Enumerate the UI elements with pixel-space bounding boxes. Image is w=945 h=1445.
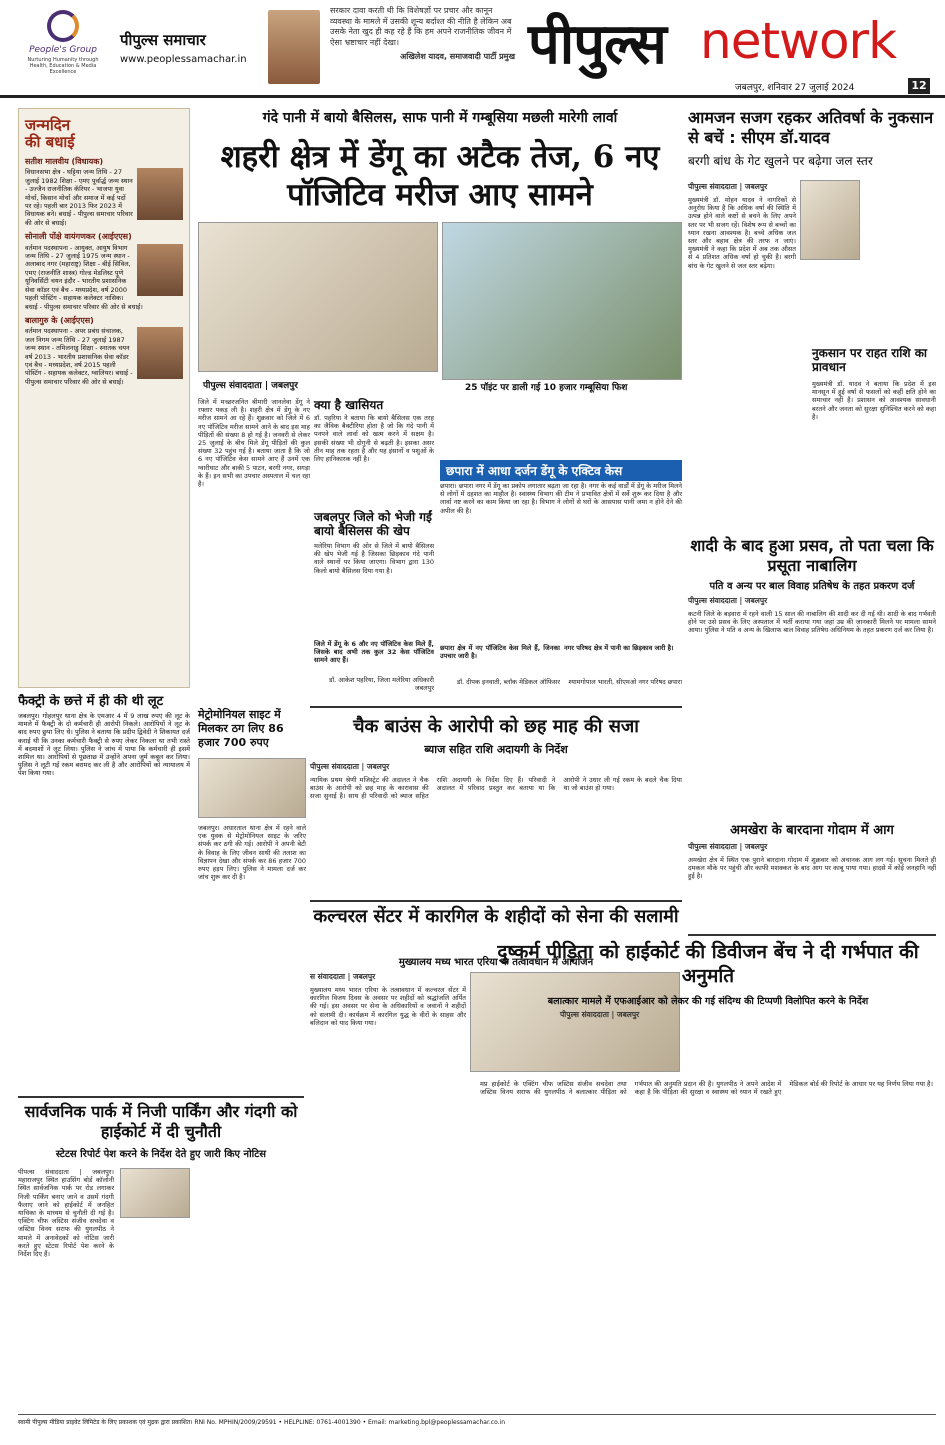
lead-quote-1-by: डॉ. आकेश पहरिया, जिला मलेरिया अधिकारी जबलपुर <box>329 676 434 693</box>
phone-photo <box>198 758 306 818</box>
lead-subhead-b-body: मलेरिया विभाग की ओर से जिले में बायो बैसिलस की खेप भेजी गई है जिसका छिड़काव गंदे पानी वाले स्थानों पर किया जाएगा। विभाग द्वारा 130 किलो बायो बैसिलस दिया गया है। <box>314 542 434 575</box>
cm-photo <box>800 180 860 260</box>
group-tagline: Nurturing Humanity through Health, Education & Media Excellence <box>27 57 99 75</box>
divider <box>18 1096 304 1098</box>
brand-title: पीपुल्स <box>528 11 666 77</box>
cm-story-subhead-2: नुकसान पर राहत राशि का प्रावधान <box>812 346 928 374</box>
cm-story-sub2-body: मुख्यमंत्री डॉ. यादव ने बताया कि प्रदेश में इस मानसून में हुई वर्षा से फसलों को कहीं क्षति होने का समाचार नहीं है। प्रशासन को आवश्यक सावधानी बरतने और जनता को सुरक्षा सुनिश्चित करने को कहा है। <box>812 380 936 421</box>
lead-quote-2: छपारा क्षेत्र में नए पॉजिटिव केस मिले हैं, जिनका उपचार जारी है। <box>440 644 560 661</box>
edition-date: जबलपुर, शनिवार 27 जुलाई 2024 <box>735 83 855 93</box>
kargil-headline: कल्चरल सेंटर में कारगिल के शहीदों को सेना की सलामी <box>313 906 679 927</box>
cheque-body: न्यायिक प्रथम श्रेणी मजिस्ट्रेट की अदालत ने चैक बाउंस के आरोपी को छह माह के कारावास की सजा सुनाई है। साथ ही परिवादी को ब्याज सहित राशि अदायगी के निर्देश दिए हैं। परिवादी ने अदालत में परिवाद प्रस्तुत कर बताया था कि आरोपी ने उधार ली गई रकम के बदले चैक दिया था जो बाउंस हो गया। <box>310 776 682 801</box>
park-headline: सार्वजनिक पार्क में निजी पार्किंग और गंदगी को हाईकोर्ट में दी चुनौती <box>24 1102 298 1141</box>
birthday-person <box>19 314 189 389</box>
lead-subhead-a-body: डॉ. पहरिया ने बताया कि बायो बैसिलस एक तरह का जैविक बैक्टीरिया होता है जो कि गंदे पानी में पनपने वाले लार्वा को खत्म करने में सक्षम है। इसकी संख्या भी दोगुनी से बढ़ती है। इसका असर तीन माह तक रहता है और यह इंसानों व पशुओं के लिए हानिकारक नहीं है। <box>314 414 434 464</box>
quote-author-photo <box>268 10 320 84</box>
quote-text: सरकार दावा करती थी कि विशेषज्ञों पर प्रचार और कानून व्यवस्था के मामले में उसकी शून्य बर्दाश्त की नीति है लेकिन अब उसके नेता खुद ही कह रहे हैं कि हम अपने राजनीतिक जीवन में ऐसा भ्रष्टाचार नहीं देखा। <box>330 6 512 47</box>
park-subhead: स्टेटस रिपोर्ट पेश करने के निर्देश देते हुए जारी किए नोटिस <box>55 1149 267 1160</box>
divider <box>688 934 936 936</box>
masthead-quote <box>330 6 515 63</box>
lead-subhead-a: क्या है खासियत <box>314 398 384 412</box>
person-details: विधानसभा क्षेत्र - घट्टिया जन्म तिथि - 27 जुलाई 1982 शिक्षा - एमए पूर्वार्द्ध जन्म स्थान - उज्जैन राजनीतिक कॅरियर - भाजपा युवा मोर्चा, किसान मोर्चा और समाज में कई पदों पर रहे। पहली बार 2013 फिर 2023 में विधायक बने। बधाई - पीपुल्स समाचार परिवार की ओर से बधाई। <box>25 168 133 227</box>
person-name: सतीश मालवीय (विधायक) <box>25 157 104 166</box>
kargil-subhead: मुख्यालय मध्य भारत एरिया के तत्वावधान में आयोजन <box>398 957 594 968</box>
matrimonial-headline: मेट्रोमोनियल साइट में मिलकर ठग लिए 86 हजार 700 रुपए <box>198 708 284 749</box>
story-headline: फैक्ट्री के छत्ते में ही की थी लूट <box>18 694 164 709</box>
person-name: बालागुरु के (आईएएस) <box>25 315 94 325</box>
lead-photo-caption: 25 पॉइंट पर डाली गई 10 हजार गम्बूसिया फिश <box>462 380 680 393</box>
chhapara-box-body: छपारा। छपारा नगर में डेंगू का प्रकोप लगातार बढ़ता जा रहा है। नगर के कई वार्डों में डेंगू के मरीज मिलने से लोगों में दहशत का माहौल है। स्वास्थ्य विभाग की टीम ने प्रभावित क्षेत्रों में सर्वे शुरू कर दिया है और लार्वा नष्ट करने का काम किया जा रहा है। विभाग ने लोगों से घरों के आसपास पानी जमा न होने देने की अपील की है। <box>440 482 682 515</box>
factory-loot-story <box>18 694 190 1094</box>
person-name: सोनाली पोंक्षे वायंगणकर (आईएएस) <box>25 232 132 242</box>
lead-byline: पीपुल्स संवाददाता | जबलपुर <box>200 378 436 391</box>
lead-quote-1: जिले में डेंगू के 6 और नए पॉजिटिव केस मिले हैं, जिसके बाद अभी तक कुल 32 केस पॉजिटिव सामने आए हैं। <box>314 640 434 665</box>
lead-subhead-b: जबलपुर जिले को भेजी गईं बायो बैसिलस की खेप <box>314 510 432 538</box>
birthday-person <box>19 230 189 314</box>
lead-quote-3-by: श्यामगोपाल भारती, सीएमओ नगर परिषद छपारा <box>568 678 682 686</box>
samachar-name: पीपुल्स समाचार <box>120 31 206 49</box>
divider <box>310 706 682 708</box>
lead-photo-fish <box>442 222 682 380</box>
page-number: 12 <box>908 78 930 94</box>
matrimonial-body: जबलपुर। अधारताल थाना क्षेत्र में रहने वाले एक युवक से मेट्रोमोनियल साइट के जरिए संपर्क कर ठगी की गई। आरोपी ने अपनी बेटी के विवाह के लिए जीवन साथी की तलाश का विज्ञापन देखा और संपर्क कर 86 हजार 700 रुपए हड़प लिए। पुलिस ने मामला दर्ज कर जांच शुरू कर दी है। <box>198 824 306 882</box>
hc-body: मप्र हाईकोर्ट के एक्टिंग चीफ जस्टिस संजीव सचदेवा तथा जस्टिस विनय सराफ की युगलपीठ ने बलात्कार पीड़िता को गर्भपात की अनुमति प्रदान की है। युगलपीठ ने अपने आदेश में कहा है कि पीड़िता की सुरक्षा व स्वास्थ्य को ध्यान में रखते हुए मेडिकल बोर्ड की रिपोर्ट के आधार पर यह निर्णय लिया गया है। <box>480 1080 933 1097</box>
birthday-title-line1: जन्मदिन <box>25 116 71 134</box>
lead-quote-2-by: डॉ. दीपक इनवाती, ब्लॉक मेडिकल ऑफिसर <box>456 678 560 686</box>
birthday-title <box>19 109 189 155</box>
lead-quote-3: नगर परिषद क्षेत्र में पानी का छिड़काव जारी है। <box>564 644 674 652</box>
samachar-web[interactable]: www.peoplessamachar.in <box>120 54 247 65</box>
hc-headline: दुष्कर्म पीड़िता को हाईकोर्ट की डिवीजन बेंच ने दी गर्भपात की अनुमति <box>497 941 919 987</box>
child-marriage-body: कटनी जिले के बड़वारा में रहने वाली 15 साल की नाबालिग की शादी कर दी गई थी। शादी के बाद गर्भवती होने पर उसे प्रसव के लिए अस्पताल में भर्ती कराया गया जहां उम्र की जानकारी मिलने पर मामला सामने आया। पुलिस ने पति व अन्य के खिलाफ बाल विवाह प्रतिषेध अधिनियम के तहत प्रकरण दर्ज कर लिया है। <box>688 610 936 635</box>
person-photo <box>137 327 183 379</box>
masthead <box>0 0 945 98</box>
lead-body: जिले में मच्छरजनित बीमारी जानलेवा डेंगू ने रफ्तार पकड़ ली है। शहरी क्षेत्र में डेंगू के नए मरीज सामने आ रहे हैं। शुक्रवार को जिले में 6 नए पॉजिटिव मरीज सामने आने के बाद इस माह पीड़ितों की संख्या 8 हो गई है। जनवरी से लेकर 25 जुलाई के बीच मिले डेंगू पीड़ितों की कुल संख्या 32 पहुंच गई है। बताया जाता है कि जो 6 नए पॉजिटिव केस सामने आए हैं उनमें एक ग्वारीघाट और बाकी 5 पाटन, बरगी नगर, सगड़ा के हैं। इन सभी का उपचार अस्पताल में चल रहा है। <box>198 398 310 489</box>
birthday-column <box>18 108 190 688</box>
group-logo-icon <box>47 10 79 42</box>
gavel-photo <box>120 1168 190 1218</box>
story-body: जबलपुर। गोहलपुर थाना क्षेत्र के एमआर 4 में 9 लाख रुपए की लूट के मामले में फैक्ट्री के दो कर्मचारी ही आरोपी निकले। आरोपियों ने लूट के बाद रुपए छुपा लिए थे। पुलिस ने बताया कि प्रदीप द्विवेदी ने शिकायत दर्ज कराई थी कि उनका कर्मचारी फैक्ट्री से रुपए लेकर निकला था तभी रास्ते में बदमाशों ने लूट लिया। पुलिस ने जांच में पाया कि कर्मचारी ही इसमें शामिल था। आरोपियों से पूछताछ में उन्होंने अपना जुर्म कबूल कर लिया। पुलिस ने लूटी गई रकम बरामद कर ली है और आरोपियों को न्यायालय में पेश किया गया। <box>18 712 190 778</box>
hc-byline: पीपुल्स संवाददाता | जबलपुर <box>560 1010 640 1019</box>
child-marriage-byline: पीपुल्स संवाददाता | जबलपुर <box>688 596 768 605</box>
chhapara-box-headline: छपारा में आधा दर्जन डेंगू के एक्टिव केस <box>440 460 682 481</box>
person-photo <box>137 244 183 296</box>
cm-story-headline: आमजन सजग रहकर अतिवर्षा के नुकसान से बचें : सीएम डॉ.यादव <box>688 108 934 147</box>
cheque-byline: पीपुल्स संवाददाता | जबलपुर <box>310 762 390 771</box>
kargil-byline: स संवाददाता | जबलपुर <box>310 972 376 981</box>
group-name: People's Group <box>29 45 97 55</box>
lead-kicker: गंदे पानी में बायो बैसिलस, साफ पानी में गम्बूसिया मछली मारेगी लार्वा <box>262 110 618 126</box>
warehouse-fire-headline: अमखेरा के बारदाना गोदाम में आग <box>730 823 894 838</box>
warehouse-fire-body: अमखेरा क्षेत्र में स्थित एक पुराने बारदाना गोदाम में शुक्रवार को अचानक आग लग गई। सूचना मिलते ही दमकल मौके पर पहुंची और काफी मशक्कत के बाद आग पर काबू पाया गया। हादसे में कोई जनहानि नहीं हुई है। <box>688 856 936 881</box>
lead-photo-cans <box>198 222 438 372</box>
lead-headline: शहरी क्षेत्र में डेंगू का अटैक तेज, 6 नए पॉजिटिव मरीज आए सामने <box>220 139 660 213</box>
person-photo <box>137 168 183 220</box>
cm-story-byline: पीपुल्स संवाददाता | जबलपुर <box>688 182 768 191</box>
park-body: पीपल्स संवाददाता | जबलपुर। महाराजपुर स्थित हाउसिंग बोर्ड कॉलोनी स्थित सार्वजनिक पार्क पर रोड लगाकर निजी पार्किंग बनाए जाने व उसमें गंदगी फैलाए जाने को हाईकोर्ट में जनहित याचिका के माध्यम से चुनौती दी गई है। एक्टिंग चीफ जस्टिस संजीव सचदेवा व जस्टिस विनय सराफ की युगलपीठ ने मामले में अनावेदकों को नोटिस जारी करते हुए स्टेटस रिपोर्ट पेश करने के निर्देश दिए हैं। <box>18 1168 114 1259</box>
divider <box>310 900 682 902</box>
child-marriage-headline: शादी के बाद हुआ प्रसव, तो पता चला कि प्रसूता नाबालिग <box>690 536 934 575</box>
peoples-group-logo <box>18 10 108 75</box>
birthday-person <box>19 155 189 230</box>
cheque-subhead: ब्याज सहित राशि अदायगी के निर्देश <box>424 743 568 756</box>
kargil-body: मुख्यालय मध्य भारत एरिया के तत्वावधान में कल्चरल सेंटर में कारगिल विजय दिवस के अवसर पर शहीदों को श्रद्धांजलि अर्पित की गई। इस अवसर पर सेना के अधिकारियों व जवानों ने शहीदों को सलामी दी। कार्यक्रम में कारगिल युद्ध के वीरों के साहस और बलिदान को याद किया गया। <box>310 986 466 1027</box>
cm-story-subhead: बरगी बांध के गेट खुलने पर बढ़ेगा जल स्तर <box>688 154 873 168</box>
warehouse-fire-byline: पीपुल्स संवाददाता | जबलपुर <box>688 842 768 851</box>
quote-author: अखिलेश यादव, समाजवादी पार्टी प्रमुख <box>400 52 515 61</box>
cm-story-body: मुख्यमंत्री डॉ. मोहन यादव ने नागरिकों से अनुरोध किया है कि अधिक वर्षा की स्थिति में उत्पन्न होने वाले कष्टों से बचने के लिए अपने स्तर पर भी सजग रहें। विशेष रूप से बच्चों का ध्यान रखना आवश्यक है। बच्चे अधिक जल स्तर और बहाव क्षेत्र की तरफ न जाएं। मुख्यमंत्री ने कहा कि प्रदेश में अब तक औसत से 4 प्रतिशत अधिक वर्षा हो चुकी है। बरगी बांध के गेट खुलने से जल स्तर बढ़ेगा। <box>688 196 796 270</box>
child-marriage-subhead: पति व अन्य पर बाल विवाह प्रतिषेध के तहत प्रकरण दर्ज <box>709 581 915 592</box>
imprint-footer: स्वामी पीपुल्स मीडिया प्राइवेट लिमिटेड के लिए प्रकाशक एवं मुद्रक द्वारा प्रकाशित। RNI No. MPHIN/2009/29591 • HELPLINE: 0761-4001390 • Email: marketing.bpl@peoplessamachar.co.in <box>18 1414 936 1426</box>
person-details: वर्तमान पदस्थापना - आयुक्त, आयुष विभाग जन्म तिथि - 27 जुलाई 1975 जन्म स्थान - अलाबाद नगर (महाराष्ट्र) शिक्षा - बीई सिविल, एमए (राजनीति शास्त्र) गोल्ड मेडलिस्ट पुणे यूनिवर्सिटी चयन इंदौर - भारतीय प्रशासनिक सेवा कॉडर एवं बैच - मध्यप्रदेश, वर्ष 2000 पहली पोस्टिंग - सहायक कलेक्टर नासिक। बधाई - पीपुल्स समाचार परिवार की ओर से बधाई। <box>25 243 143 311</box>
birthday-title-line2: की बधाई <box>25 133 75 151</box>
person-details: वर्तमान पदस्थापना - अपर प्रबंध संचालक, जल निगम जन्म तिथि - 27 जुलाई 1987 जन्म स्थान - तमिलनाडु शिक्षा - स्नातक चयन वर्ष 2013 - भारतीय प्रशासनिक सेवा कॉडर एवं बैच - मध्यप्रदेश, वर्ष 2015 पहली पोस्टिंग - सहायक कलेक्टर, ग्वालियर। बधाई - पीपुल्स समाचार परिवार की ओर से बधाई। <box>25 327 133 386</box>
samachar-logo <box>120 30 247 65</box>
cheque-headline: चैक बाउंस के आरोपी को छह माह की सजा <box>353 716 639 737</box>
hc-subhead: बलात्कार मामले में एफआईआर को लेकर की गई संदिग्ध की टिप्पणी विलोपित करने के निर्देश <box>547 996 869 1007</box>
brand-suffix: network <box>700 12 897 70</box>
